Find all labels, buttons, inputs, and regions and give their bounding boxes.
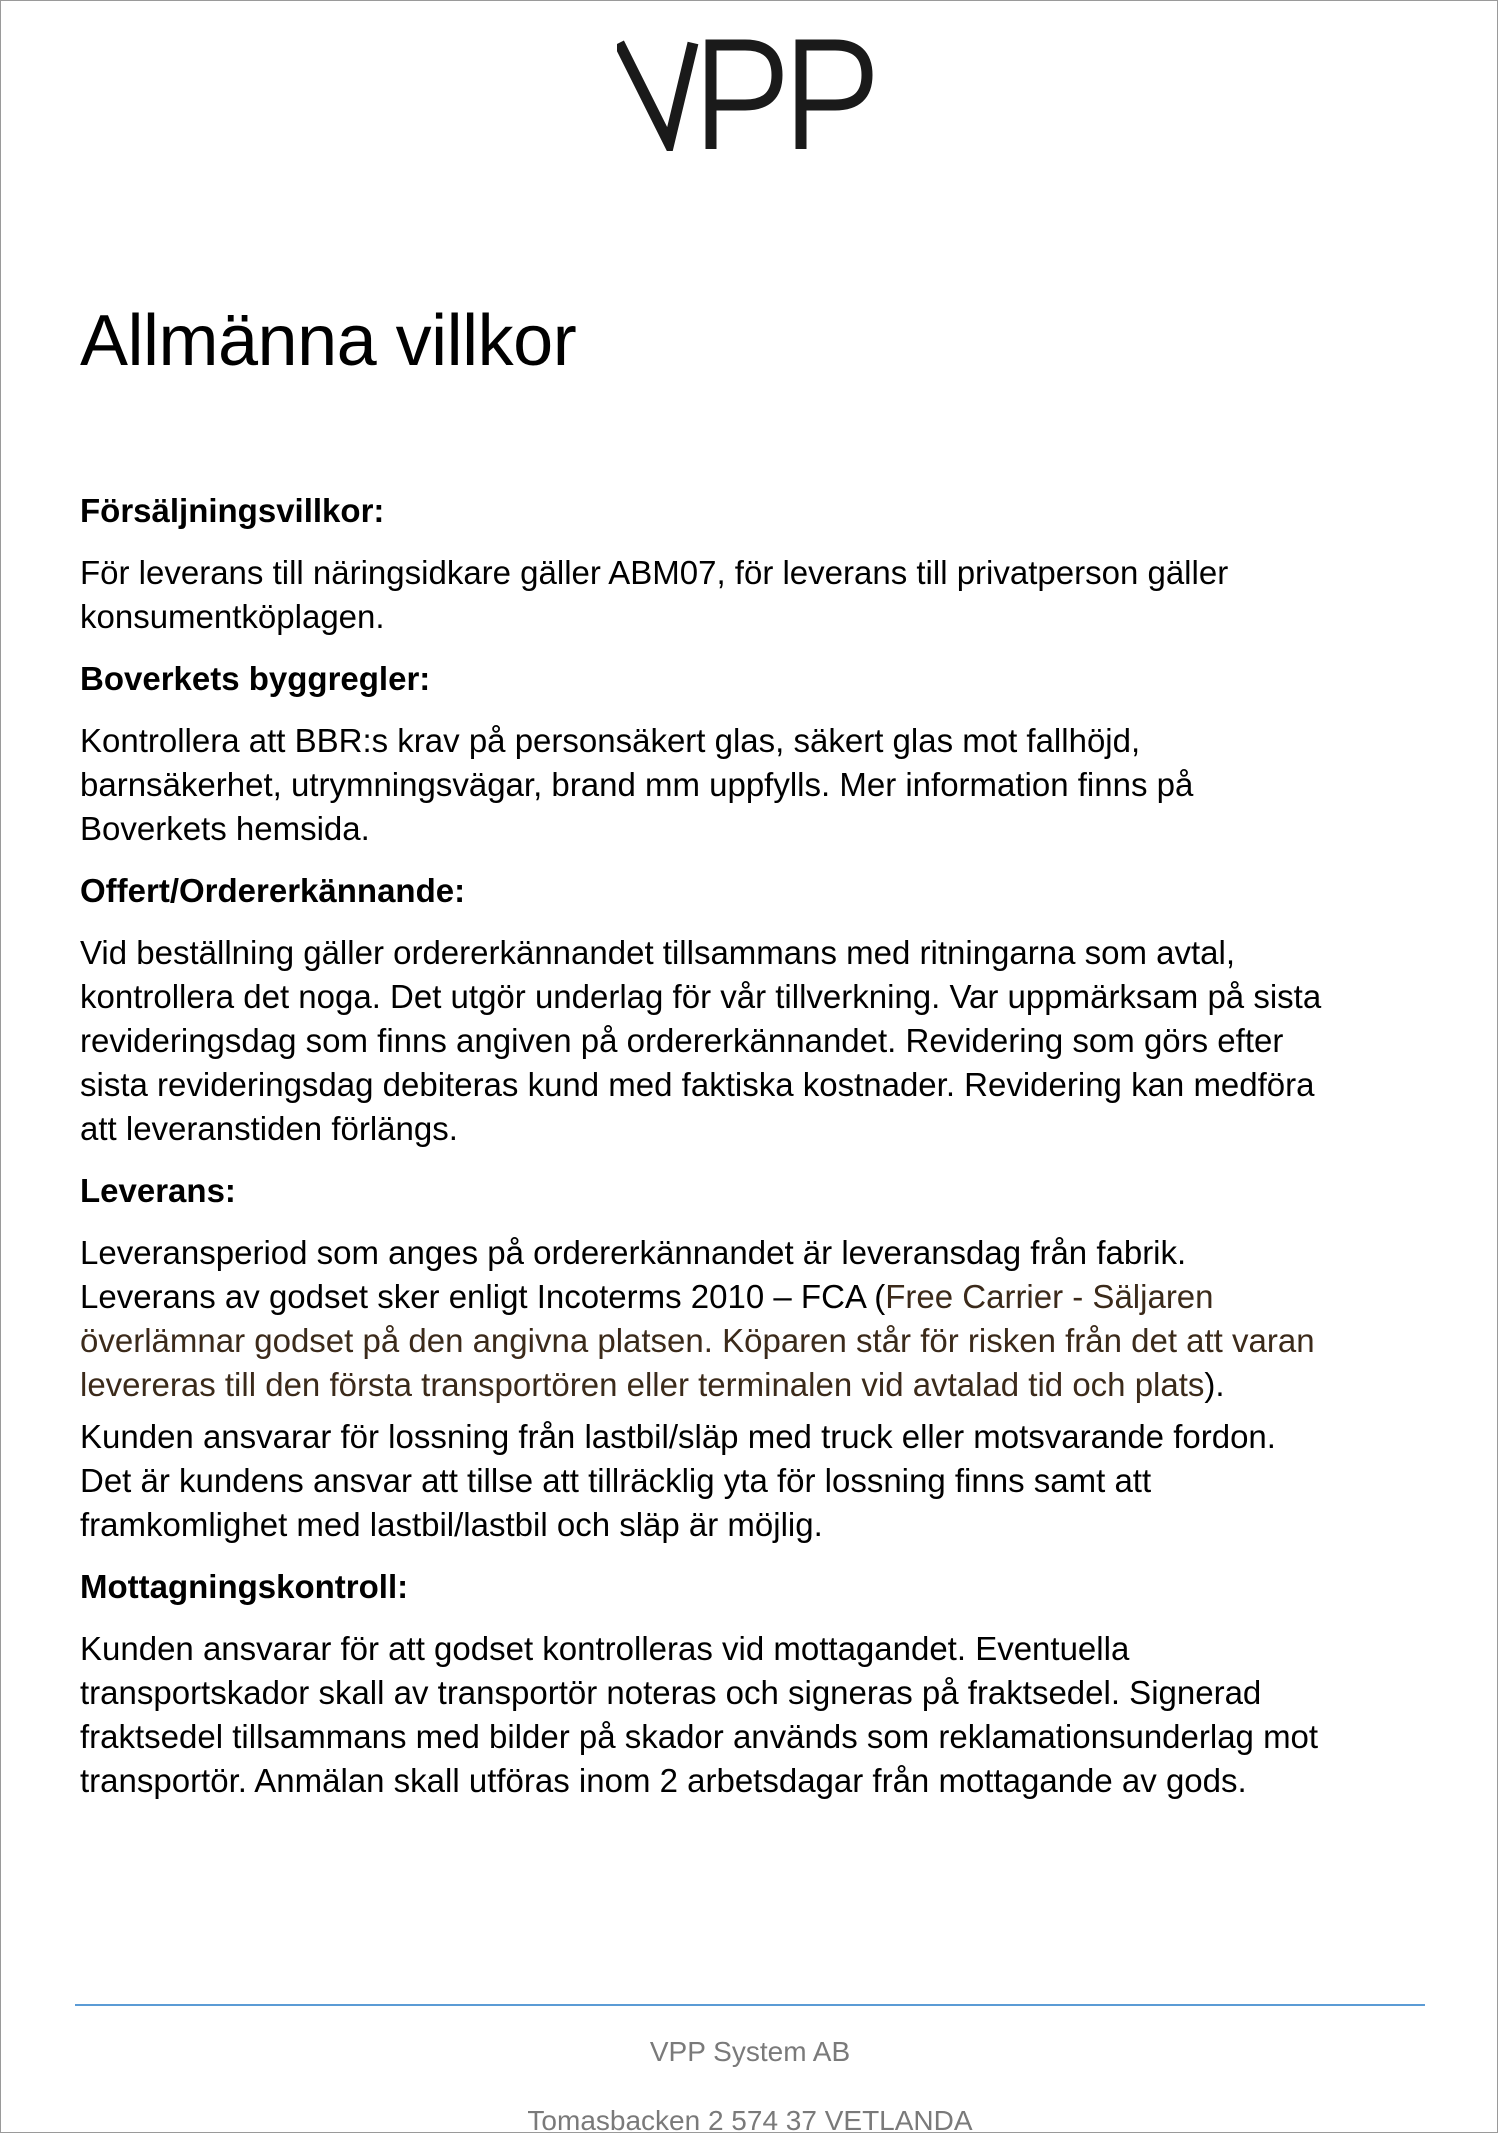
section-heading: Leverans: bbox=[80, 1172, 236, 1209]
section-paragraph: Kunden ansvarar för att godset kontrolleras vid mottagandet. Eventuella transportskador skall av transportör noteras och signeras på fraktsedel. Signerad fraktsedel tillsammans med bilder på skador används som reklamationsunderlag mot transportör. Anmälan skall utföras inom 2 arbetsdagar från mottagande av gods. bbox=[80, 1630, 1319, 1799]
fca-definition-text: Free Carrier - Säljaren överlämnar godset på den angivna platsen. Köparen står för risken från det att varan levereras till den första transportören eller terminalen vid avtalad tid och plats bbox=[80, 1278, 1315, 1403]
section-forsaljningsvillkor bbox=[80, 489, 1440, 639]
section-boverkets-byggregler bbox=[80, 657, 1440, 851]
page-title: Allmänna villkor bbox=[80, 301, 577, 381]
section-leverans bbox=[80, 1169, 1440, 1547]
section-heading: Offert/Ordererkännande: bbox=[80, 872, 466, 909]
section-heading: Försäljningsvillkor: bbox=[80, 492, 385, 529]
section-mottagningskontroll bbox=[80, 1565, 1440, 1803]
section-heading: Boverkets byggregler: bbox=[80, 660, 431, 697]
footer-divider bbox=[75, 2004, 1425, 2006]
footer-address: Tomasbacken 2 574 37 VETLANDA bbox=[527, 2105, 973, 2133]
leverans-text-end: ). bbox=[1204, 1366, 1225, 1403]
section-paragraph: Kunden ansvarar för lossning från lastbil/släp med truck eller motsvarande fordon. Det är kundens ansvar att tillse att tillräcklig yta för lossning finns samt att framkomlighet med lastbil/lastbil och släp är möjlig. bbox=[80, 1418, 1276, 1543]
section-paragraph: För leverans till näringsidkare gäller ABM07, för leverans till privatperson gäller konsumentköplagen. bbox=[80, 554, 1229, 635]
leverans-text-start: Leveransperiod som anges på ordererkännandet är leveransdag från fabrik. Leverans av godset sker enligt Incoterms 2010 – FCA ( bbox=[80, 1234, 1187, 1315]
section-offert-ordererkannande bbox=[80, 869, 1440, 1151]
terms-content bbox=[80, 489, 1440, 1803]
vpp-logo-icon bbox=[617, 39, 873, 151]
section-heading: Mottagningskontroll: bbox=[80, 1568, 409, 1605]
section-paragraph bbox=[80, 1231, 1440, 1407]
section-paragraph: Kontrollera att BBR:s krav på personsäkert glas, säkert glas mot fallhöjd, barnsäkerhet, utrymningsvägar, brand mm uppfylls. Mer information finns på Boverkets hemsida. bbox=[80, 722, 1194, 847]
section-paragraph: Vid beställning gäller ordererkännandet tillsammans med ritningarna som avtal, kontrollera det noga. Det utgör underlag för vår tillverkning. Var uppmärksam på sista revideringsdag som finns angiven på ordererkännandet. Revidering som görs efter sista revideringsdag debiteras kund med faktiska kostnader. Revidering kan medföra att leveranstiden förlängs. bbox=[80, 934, 1322, 1147]
footer-company-name: VPP System AB bbox=[649, 2036, 851, 2067]
